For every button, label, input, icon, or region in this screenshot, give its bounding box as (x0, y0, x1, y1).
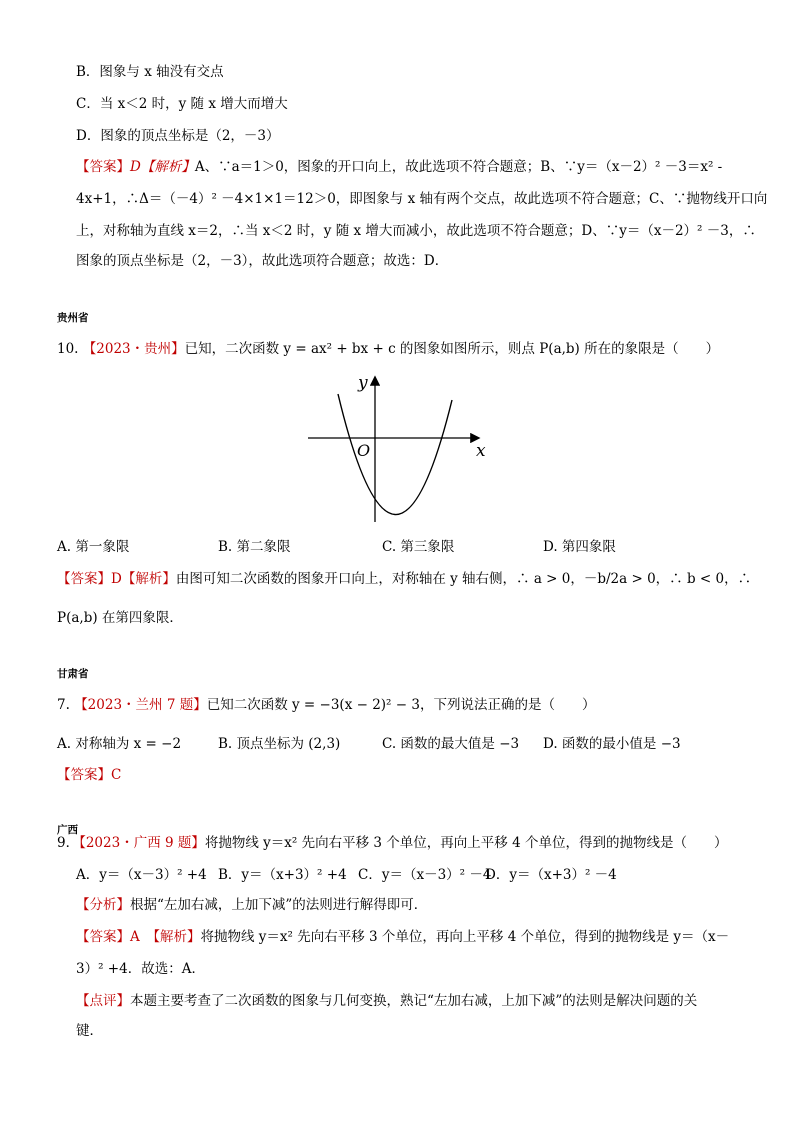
option-b: B．y＝（x+3）² +4 (218, 867, 347, 883)
x-axis-label: x (476, 441, 486, 461)
answer-line-2: 3）² +4．故选：A． (76, 961, 205, 977)
option-d: D．y＝（x+3）² －4 (485, 867, 617, 883)
comment-tag: 【点评】 (76, 993, 130, 1009)
question-7 (57, 696, 595, 714)
answer-tag: 【答案】A 【解析】 (76, 929, 201, 945)
origin-label: O (357, 441, 371, 460)
answer-line-1 (76, 158, 722, 176)
answer-text: A、∵a＝1＞0，图象的开口向上，故此选项不符合题意；B、∵y＝（x－2）² －3＝x² - (194, 159, 723, 175)
answer-text: 将抛物线 y＝x² 先向右平移 3 个单位，再向上平移 4 个单位，得到的抛物线是 y＝（x－ (200, 929, 730, 945)
option-c: C. 函数的最大值是 −3 (382, 736, 520, 752)
analysis-tag: D【解析】 (130, 159, 195, 175)
question-text: 将抛物线 y＝x² 先向右平移 3 个单位，再向上平移 4 个单位，得到的抛物线是（ ） (204, 835, 728, 851)
analysis-line (76, 896, 427, 914)
option-d: D. 第四象限 (543, 539, 616, 555)
section-heading-guangxi: 广西 (57, 824, 78, 836)
question-9 (57, 834, 727, 852)
section-heading-guizhou: 贵州省 (57, 312, 89, 324)
analysis-text: 根据“左加右减，上加下减”的法则进行解得即可． (130, 897, 428, 913)
option-d: D. 函数的最小值是 −3 (543, 736, 681, 752)
question-number: 9． (57, 835, 80, 851)
comment-text: 本题主要考查了二次函数的图象与几何变换，熟记“左加右减，上加下减”的法则是解决问题的关 (130, 993, 698, 1009)
question-tag: 【2023・广西 9 题】 (79, 835, 205, 851)
answer-line-1 (57, 570, 751, 588)
option-b: B. 顶点坐标为 (2,3) (218, 736, 341, 752)
answer-tag: 【答案】C (57, 767, 122, 783)
y-axis-label: y (358, 373, 368, 393)
answer-tag: 【答案】D【解析】 (57, 571, 176, 587)
option-a: A．y＝（x－3）² +4 (76, 867, 207, 883)
question-text: 已知，二次函数 y = ax² + bx + c 的图象如图所示，则点 P(a,b) 所在的象限是（ ） (184, 341, 720, 357)
option-c: C．y＝（x－3）² －4 (358, 867, 492, 883)
option-c: C．当 x＜2 时，y 随 x 增大而增大 (76, 96, 288, 112)
question-10 (57, 340, 719, 358)
answer-line-2: 4x+1，∴Δ＝（－4）² －4×1×1＝12＞0，即图象与 x 轴有两个交点，故此选项不符合题意；C、∵抛物线开口向 (76, 191, 768, 207)
question-number: 7. (57, 697, 70, 713)
option-d: D．图象的顶点坐标是（2，－3） (76, 128, 280, 144)
section-heading-gansu: 甘肃省 (57, 668, 89, 680)
answer-line-4: 图象的顶点坐标是（2，－3），故此选项符合题意；故选：D． (76, 253, 449, 269)
question-tag: 【2023・贵州】 (82, 341, 185, 357)
question-number: 10. (57, 341, 79, 357)
option-b: B. 第二象限 (218, 539, 291, 555)
question-text: 已知二次函数 y = −3(x − 2)² − 3，下列说法正确的是（ ） (206, 697, 596, 713)
answer-text: 由图可知二次函数的图象开口向上，对称轴在 y 轴右侧，∴ a > 0，－b/2a > 0，∴ b < 0，∴ (175, 571, 752, 587)
question-tag: 【2023・兰州 7 题】 (74, 697, 207, 713)
option-a: A. 对称轴为 x = −2 (57, 736, 182, 752)
answer-line-2: P(a,b) 在第四象限． (57, 610, 183, 626)
parabola-graph (300, 372, 500, 532)
answer-line-1 (76, 928, 729, 946)
answer-tag: 【答案】 (76, 159, 130, 175)
analysis-tag: 【分析】 (76, 897, 130, 913)
option-b: B．图象与 x 轴没有交点 (76, 64, 224, 80)
comment-line-1 (76, 992, 697, 1010)
parabola-curve (338, 394, 452, 515)
comment-line-2: 键． (76, 1023, 103, 1039)
answer-line-3: 上，对称轴为直线 x＝2，∴当 x＜2 时，y 随 x 增大而减小，故此选项不符合题意；D、∵y＝（x－2）² －3，∴ (76, 223, 756, 239)
option-a: A. 第一象限 (57, 539, 130, 555)
option-c: C. 第三象限 (382, 539, 455, 555)
answer-line (57, 766, 121, 784)
